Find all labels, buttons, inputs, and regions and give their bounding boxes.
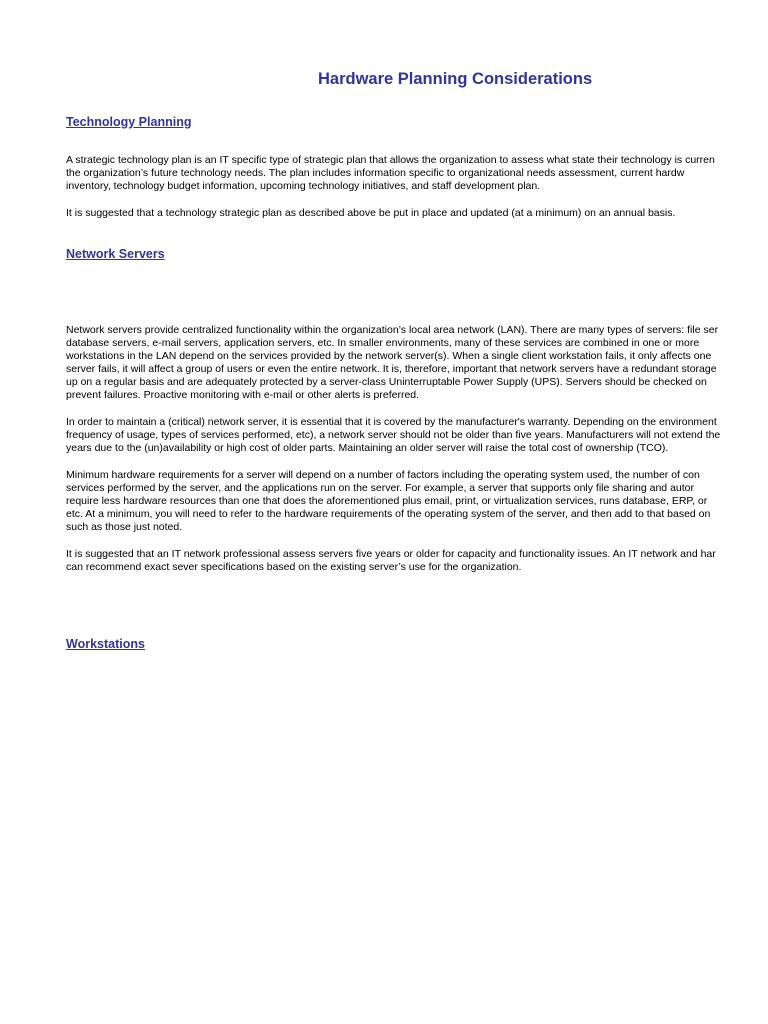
text-line: such as those just noted. [66,521,183,533]
text-line: It is suggested that a technology strategic plan as described above be put in place and updated (at a minimum) on an annual basis. [66,207,676,219]
section-heading-network-servers: Network Servers [66,247,165,261]
text-line: inventory, technology budget information, upcoming technology initiatives, and staff development plan. [66,180,541,192]
section-heading-workstations: Workstations [66,637,145,651]
paragraph-technology-plan [66,154,768,193]
section-heading-technology-planning: Technology Planning [66,115,192,129]
text-line: prevent failures. Proactive monitoring with e-mail or other alerts is preferred. [66,389,420,401]
text-line: etc. At a minimum, you will need to refer to the hardware requirements of the operating system of the server, and then add to that based on [66,508,711,520]
text-line: require less hardware resources than one that does the aforementioned plus email, print, or virtualization services, runs database, ERP, or [66,495,708,507]
paragraph-server-warranty [66,416,768,455]
text-line: Minimum hardware requirements for a server will depend on a number of factors including the operating system used, the number of con [66,469,700,481]
text-line: database servers, e-mail servers, application servers, etc. In smaller environments, many of these services are combined in one or more [66,337,700,349]
paragraph-server-requirements [66,469,768,534]
paragraph-technology-plan-suggestion [66,207,768,220]
paragraph-network-servers-overview [66,324,768,402]
text-line: It is suggested that an IT network professional assess servers five years or older for capacity and functionality issues. An IT network and har [66,548,716,560]
page-title: Hardware Planning Considerations [318,70,593,88]
text-line: years due to the (un)availability or high cost of older parts. Maintaining an older server will raise the total cost of ownership (TCO). [66,442,669,454]
paragraph-server-assessment [66,548,768,574]
text-line: services performed by the server, and the applications run on the server. For example, a server that supports only file sharing and autor [66,482,694,494]
text-line: up on a regular basis and are adequately protected by a server-class Uninterruptable Power Supply (UPS). Servers should be checked on [66,376,707,388]
text-line: In order to maintain a (critical) network server, it is essential that it is covered by the manufacturer's warranty. Depending on the environment [66,416,717,428]
text-line: the organization’s future technology needs. The plan includes information specific to organizational needs assessment, current hardw [66,167,685,179]
text-line: frequency of usage, types of services performed, etc), a network server should not be older than five years. Manufacturers will not extend the [66,429,721,441]
text-line: can recommend exact sever specifications based on the existing server’s use for the organization. [66,561,522,573]
text-line: workstations in the LAN depend on the services provided by the network server(s). When a single client workstation fails, it only affects one [66,350,712,362]
text-line: server fails, it will affect a group of users or even the entire network. It is, therefore, important that network servers have a redundant storage [66,363,717,375]
text-line: A strategic technology plan is an IT specific type of strategic plan that allows the organization to assess what state their technology is curren [66,154,715,166]
text-line: Network servers provide centralized functionality within the organization’s local area network (LAN). There are many types of servers: file ser [66,324,719,336]
